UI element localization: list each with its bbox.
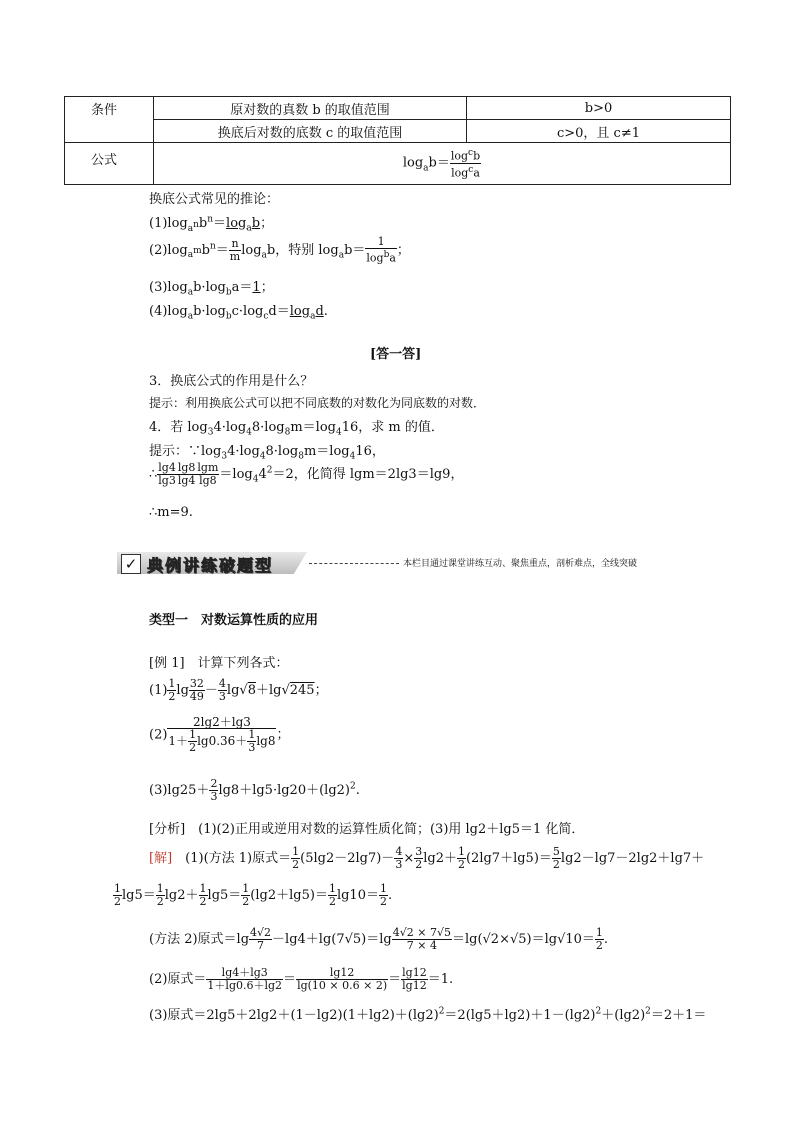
formula-header: 公式 [65,143,154,185]
corollary-4: $(4)\log_ab\cdot\log_bc\cdot\log_cd=\log_ad$. [149,304,328,322]
solution-2: (2)原式＝ $\frac{\lg 4+\lg 3}{1+\lg 0.6+\lg 2}$ ＝ $\frac{\lg 12}{\lg(10 \times 0.6 \times 2)}$ ＝ $\frac{\lg 12}{\lg 12}$ ＝1. [149,966,454,992]
question-3: 3．换底公式的作用是什么？ [149,374,314,389]
question-4-end: ，求 m 的值． [358,420,444,435]
solution-1a-cont: $\frac{1}{2}$ lg5＝ $\frac{1}{2}$ lg2＋ $\frac{1}{2}$ lg5＝ $\frac{1}{2}$ (lg2＋lg5)＝ $\frac{1}{2}$ lg10＝ $\frac{1}{2}$ . [114,882,393,908]
corollary-title: 换底公式常见的推论： [149,192,280,207]
new-base-range-label: 换底后对数的底数 c 的取值范围 [154,120,467,143]
corollary-1: $(1)\log_{a^n}b^n=\log_ab$； [149,214,274,234]
banner-note: 本栏目通过课堂讲练互动、聚焦重点，剖析难点，全线突破 [403,559,638,569]
analysis: [分析] (1)(2)正用或逆用对数的运算性质化简；(3)用 lg2＋lg5＝1 化简． [149,822,585,837]
solution-1a: [解] (1)(方法 1)原式＝ $\frac{1}{2}$ (5lg2－2lg7)－ $\frac{4}{3}$ × $\frac{3}{2}$ lg2＋ $\frac{1}{2}$ (2lg7＋lg5)＝ $\frac{5}{2}$ lg2－lg7－2lg2＋lg7＋ [149,845,705,871]
example-1-part-3: (3)lg25＋ $\frac{2}{3}$ $\lg 8+\lg 5\cdot\lg 20+(\lg 2)^2$. [149,777,360,803]
question-4-answer: ∴m=9. [149,505,193,520]
corollary-3: $(3)\log_ab\cdot\log_ba=1$； [149,280,274,298]
new-base-range-value: c>0，且 c≠1 [467,120,731,143]
question-4-derivation: ∴ $\frac{\lg 4}{\lg 3}$ $\frac{\lg 8}{\lg 4}$ $\frac{\lg m}{\lg 8}$ $=\log_44^2=2$，化简得 lgm＝2lg3＝lg9， [149,461,464,487]
type-1-heading: 类型一 对数运算性质的应用 [149,613,319,628]
think-heading: [答一答] [370,347,422,362]
question-4-hint: 提示：$\because\log_34\cdot\log_48\cdot\log_8m=\log_416$， [149,444,385,462]
true-number-range-label: 原对数的真数 b 的取值范围 [154,97,467,120]
question-4: 4．若 $\log_34\cdot\log_48\cdot\log_8m=\log_416$，求 m 的值． [149,420,444,438]
question-3-hint: 提示：利用换底公式可以把不同底数的对数化为同底数的对数． [149,396,486,410]
example-1-part-1: (1) $\frac{1}{2}$ lg $\frac{32}{49}$ － $\frac{4}{3}$ lg√8＋lg√245； [149,677,328,703]
true-number-range-value: b>0 [467,97,731,120]
condition-table [64,96,731,185]
corollary-2: $(2)\log_{a^m}b^n=$ $\frac{n}{m}$ $\log_ab$，特别 $\log_ab=$ $\frac{1}{\log^ba}$ ； [149,235,410,265]
hint-label: 提示： [149,444,189,459]
solution-3: (3)原式$=2\lg 5+2\lg 2+(1-\lg 2)(1+\lg 2)+(\lg 2)^2=2(\lg 5+\lg 2)+1-(\lg 2)^2+(\lg 2)^2=2+1=$ [149,1006,707,1023]
example-1: [例 1] 计算下列各式： [149,656,289,671]
solution-1b: (方法 2)原式＝lg $\frac{4√2}{7}$ －lg4＋lg(7√5)＝lg $\frac{4√2 \times 7√5}{7 \times 4}$ ＝lg(√2×√5)＝lg√10＝ $\frac{1}{2}$ . [149,926,609,952]
condition-header: 条件 [65,97,154,143]
change-of-base-formula: $\log_ab=$ $\frac{\log^cb}{\log^ca}$ [154,143,731,185]
example-1-part-2: (2) 2lg2＋lg3 1＋ $\frac{1}{2}$ lg0.36＋ $\frac{1}{3}$ lg8 ； [149,715,290,754]
solve-label: [解] [149,851,173,866]
section-banner [117,552,672,574]
banner-title: 典例讲练破题型 [147,556,274,575]
question-4-start: 4．若 log [149,420,208,435]
check-icon: ✓ [121,554,141,574]
